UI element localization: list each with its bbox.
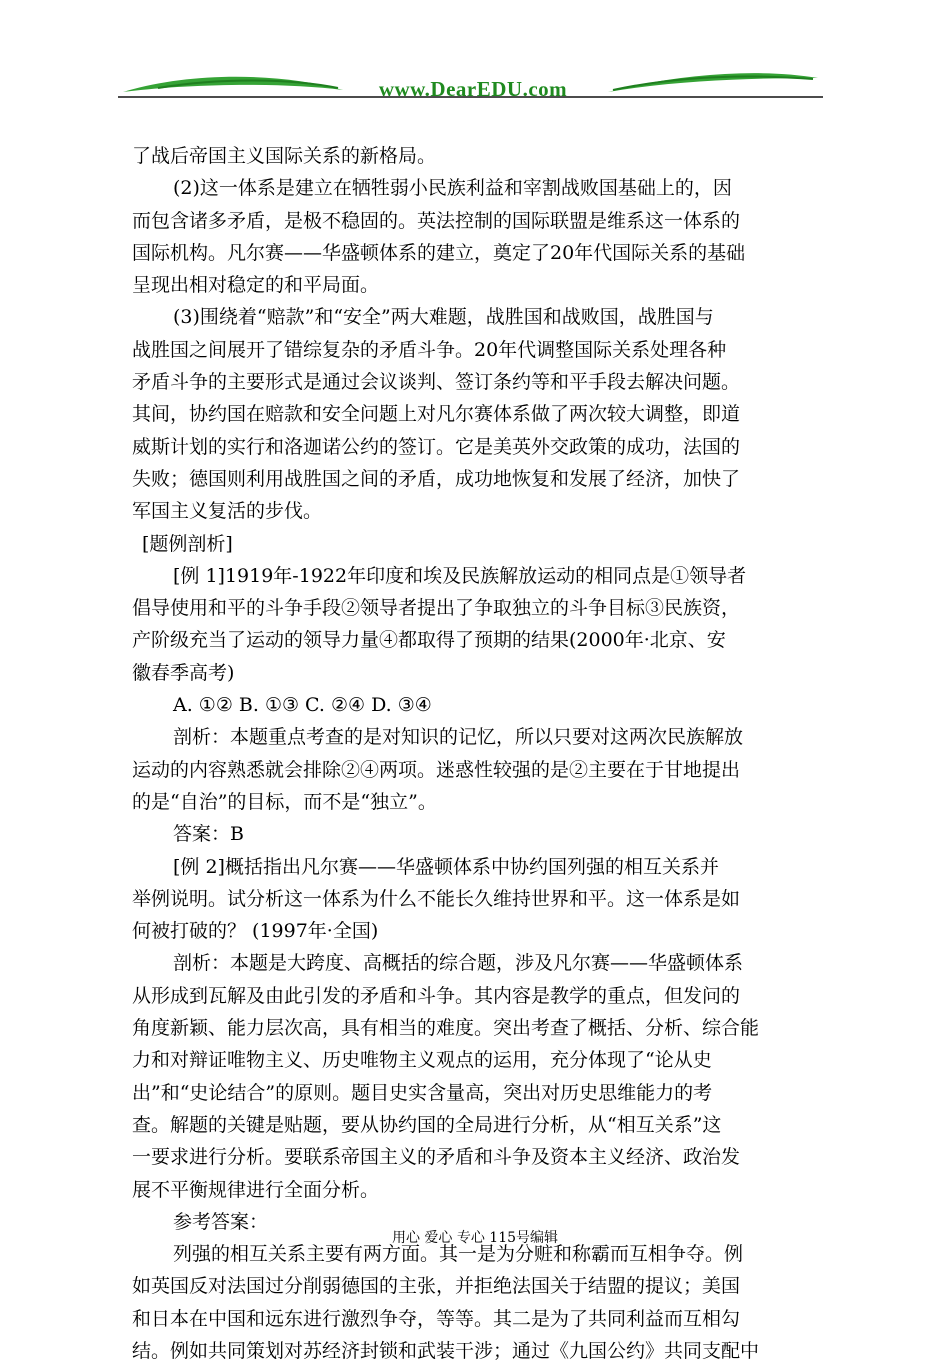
text-line: 而包含诸多矛盾，是极不稳固的。英法控制的国际联盟是维系这一体系的 xyxy=(132,209,741,232)
text-line: 剖析：本题重点考查的是对知识的记忆，所以只要对这两次民族解放 xyxy=(173,726,744,749)
text-line: 从形成到瓦解及由此引发的矛盾和斗争。其内容是教学的重点，但发问的 xyxy=(132,984,741,1007)
text-line: 如英国反对法国过分削弱德国的主张，并拒绝法国关于结盟的提议；美国 xyxy=(132,1275,741,1298)
text-line: 参考答案： xyxy=(173,1210,269,1233)
text-line: 举例说明。试分析这一体系为什么不能长久维持世界和平。这一体系是如 xyxy=(132,887,741,910)
text-line: A. ①② B. ①③ C. ②④ D. ③④ xyxy=(173,694,432,717)
text-line: 军国主义复活的步伐。 xyxy=(132,500,323,523)
text-line: [例 1]1919年-1922年印度和埃及民族解放运动的相同点是①领导者 xyxy=(173,564,747,587)
text-line: (3)围绕着“赔款”和“安全”两大难题，战胜国和战败国，战胜国与 xyxy=(173,306,714,329)
text-line: 失败；德国则利用战胜国之间的矛盾，成功地恢复和发展了经济，加快了 xyxy=(132,467,741,490)
text-line: (2)这一体系是建立在牺牲弱小民族利益和宰割战败国基础上的，因 xyxy=(173,177,732,200)
document-body xyxy=(132,140,822,1367)
text-line: 了战后帝国主义国际关系的新格局。 xyxy=(132,145,437,167)
text-line: 产阶级充当了运动的领导力量④都取得了预期的结果(2000年·北京、安 xyxy=(132,629,726,652)
text-line: 力和对辩证唯物主义、历史唯物主义观点的运用，充分体现了“论从史 xyxy=(132,1049,712,1072)
text-line: 剖析：本题是大跨度、高概括的综合题，涉及凡尔赛——华盛顿体系 xyxy=(173,952,744,975)
text-line: 其间，协约国在赔款和安全问题上对凡尔赛体系做了两次较大调整，即道 xyxy=(132,403,741,426)
text-line: [例 2]概括指出凡尔赛——华盛顿体系中协约国列强的相互关系并 xyxy=(173,855,719,878)
text-line: 答案：B xyxy=(173,823,244,846)
text-line: 运动的内容熟悉就会排除②④两项。迷惑性较强的是②主要在于甘地提出 xyxy=(132,758,741,781)
text-line: 角度新颖、能力层次高，具有相当的难度。突出考查了概括、分析、综合能 xyxy=(132,1017,760,1040)
text-line: 的是“自治”的目标，而不是“独立”。 xyxy=(132,790,437,813)
text-line: 展不平衡规律进行全面分析。 xyxy=(132,1178,380,1201)
text-line: 和日本在中国和远东进行激烈争夺，等等。其二是为了共同利益而互相勾 xyxy=(132,1307,741,1330)
text-line: 一要求进行分析。要联系帝国主义的矛盾和斗争及资本主义经济、政治发 xyxy=(132,1146,741,1169)
text-line: [题例剖析] xyxy=(142,532,233,555)
text-line: 结。例如共同策划对苏经济封锁和武装干涉；通过《九国公约》共同支配中 xyxy=(132,1339,760,1362)
text-line: 何被打破的？ (1997年·全国) xyxy=(132,920,379,943)
text-line: 矛盾斗争的主要形式是通过会议谈判、签订条约等和平手段去解决问题。 xyxy=(132,371,741,394)
text-line: 出”和“史论结合”的原则。题目史实含量高，突出对历史思维能力的考 xyxy=(132,1081,713,1104)
text-line: 战胜国之间展开了错综复杂的矛盾斗争。20年代调整国际关系处理各种 xyxy=(132,338,727,361)
text-line: 呈现出相对稳定的和平局面。 xyxy=(132,274,380,297)
text-line: 国际机构。凡尔赛——华盛顿体系的建立，奠定了20年代国际关系的基础 xyxy=(132,241,746,264)
text-line: 徽春季高考) xyxy=(132,661,235,684)
page-footer: 用心 爱心 专心 115号编辑 xyxy=(391,1230,559,1246)
site-logo-text: www.DearEDU.com xyxy=(378,77,568,101)
text-line: 查。解题的关键是贴题，要从协约国的全局进行分析，从“相互关系”这 xyxy=(132,1113,722,1136)
text-line: 威斯计划的实行和洛迦诺公约的签订。它是美英外交政策的成功，法国的 xyxy=(132,435,741,458)
text-line: 倡导使用和平的斗争手段②领导者提出了争取独立的斗争目标③民族资， xyxy=(132,597,741,620)
text-line: 列强的相互关系主要有两方面。其一是为分赃和称霸而互相争夺。例 xyxy=(173,1243,744,1266)
